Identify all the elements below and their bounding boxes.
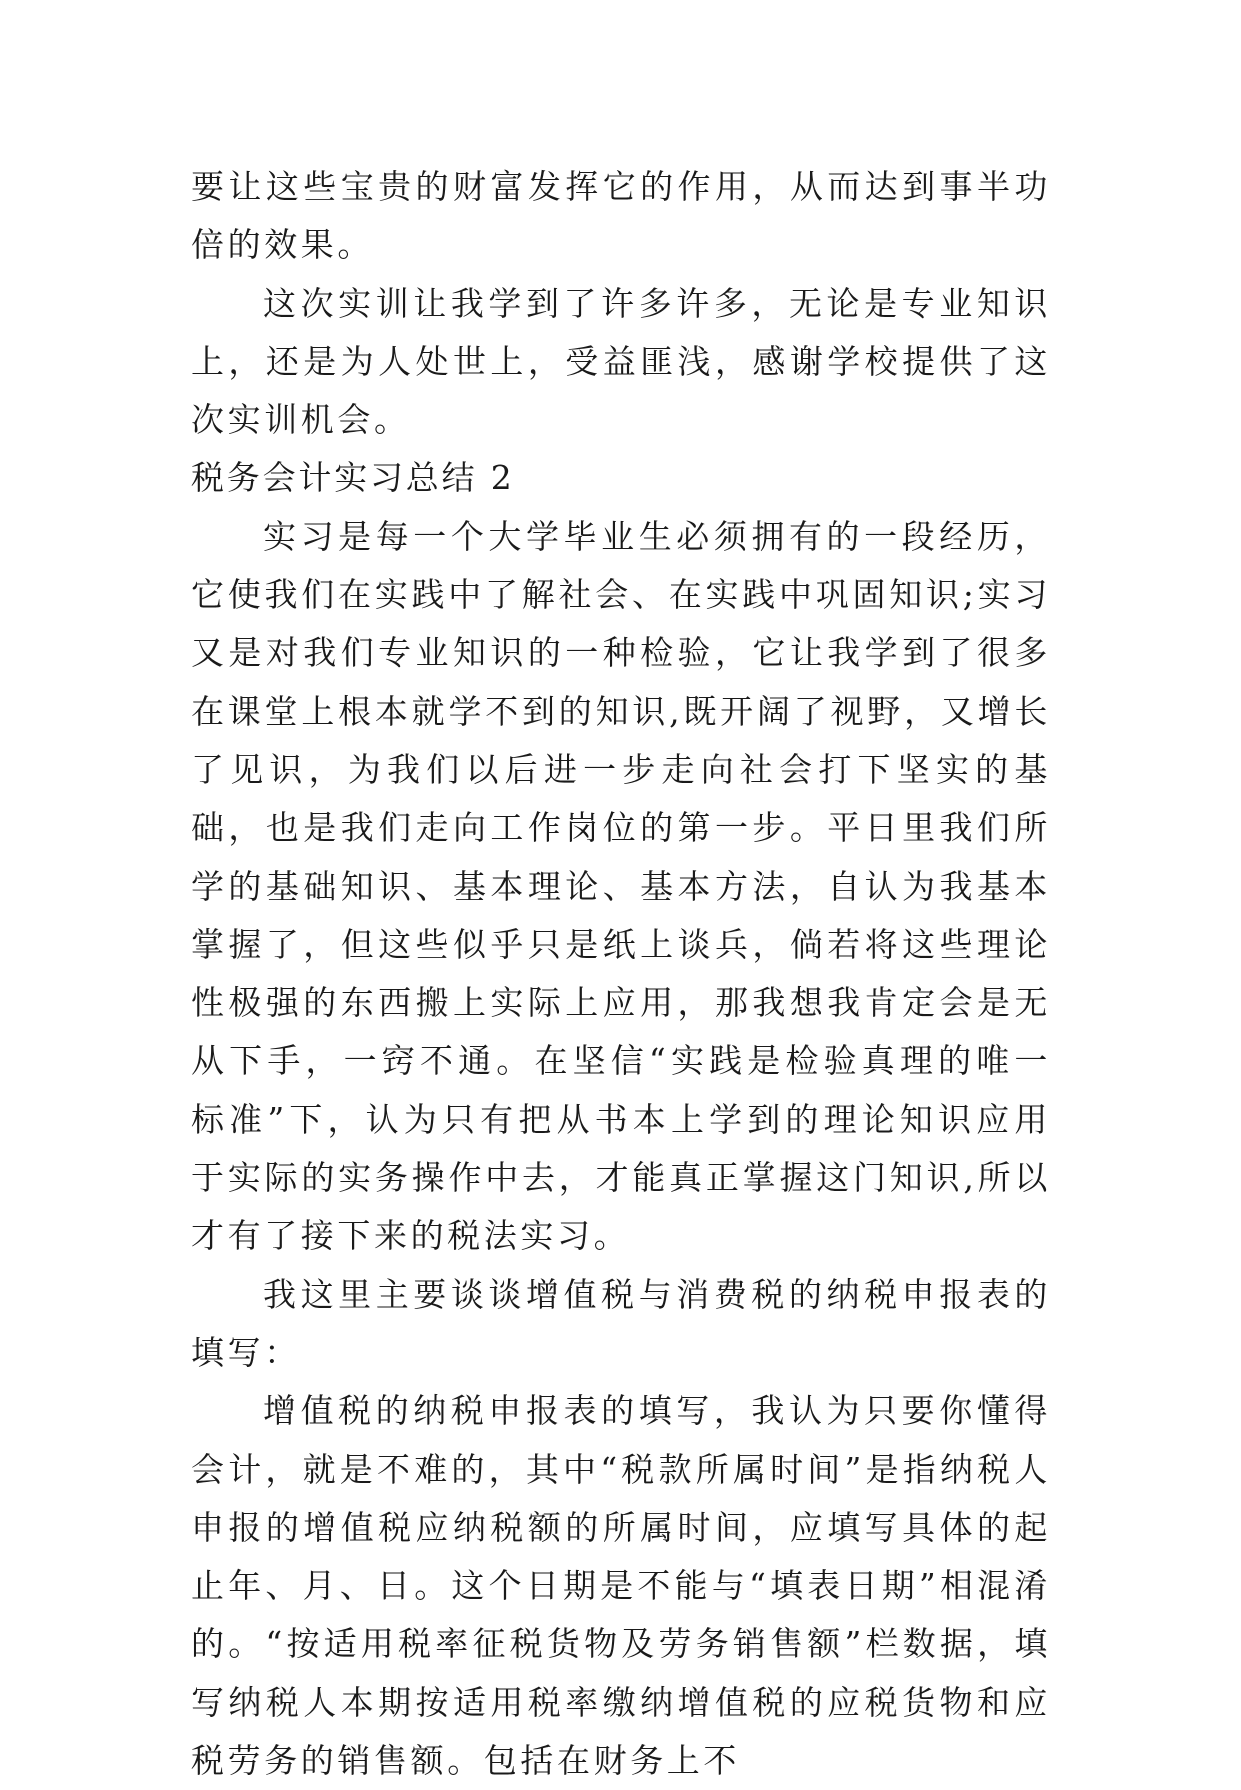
paragraph-internship-intro: 实习是每一个大学毕业生必须拥有的一段经历，它使我们在实践中了解社会、在实践中巩固知识;实习又是对我们专业知识的一种检验，它让我学到了很多在课堂上根本就学不到的知识,既开阔了视野，又增长了见识，为我们以后进一步走向社会打下坚实的基础，也是我们走向工作岗位的第一步。平日里我们所学的基础知识、基本理论、基本方法，自认为我基本掌握了，但这些似乎只是纸上谈兵，倘若将这些理论性极强的东西搬上实际上应用，那我想我肯定会是无从下手，一窍不通。在坚信“实践是检验真理的唯一标准”下，认为只有把从书本上学到的理论知识应用于实际的实务操作中去，才能真正掌握这门知识,所以才有了接下来的税法实习。 xyxy=(191,516,1051,1256)
paragraph-continuation: 要让这些宝贵的财富发挥它的作用，从而达到事半功倍的效果。 xyxy=(191,167,1051,265)
paragraph-vat-form: 增值税的纳税申报表的填写，我认为只要你懂得会计，就是不难的，其中“税款所属时间”是指纳税人申报的增值税应纳税额的所属时间，应填写具体的起止年、月、日。这个日期是不能与“填表日期”相混淆的。“按适用税率征税货物及劳务销售额”栏数据，填写纳税人本期按适用税率缴纳增值税的应税货物和应税劳务的销售额。包括在财务上不 xyxy=(191,1391,1051,1781)
paragraph-topic-statement: 我这里主要谈谈增值税与消费税的纳税申报表的填写： xyxy=(191,1274,1051,1372)
section-heading: 税务会计实习总结 2 xyxy=(191,458,515,498)
paragraph-training-summary: 这次实训让我学到了许多许多，无论是专业知识上，还是为人处世上，受益匪浅，感谢学校提供了这次实训机会。 xyxy=(191,283,1051,440)
document-body xyxy=(191,158,1051,1790)
